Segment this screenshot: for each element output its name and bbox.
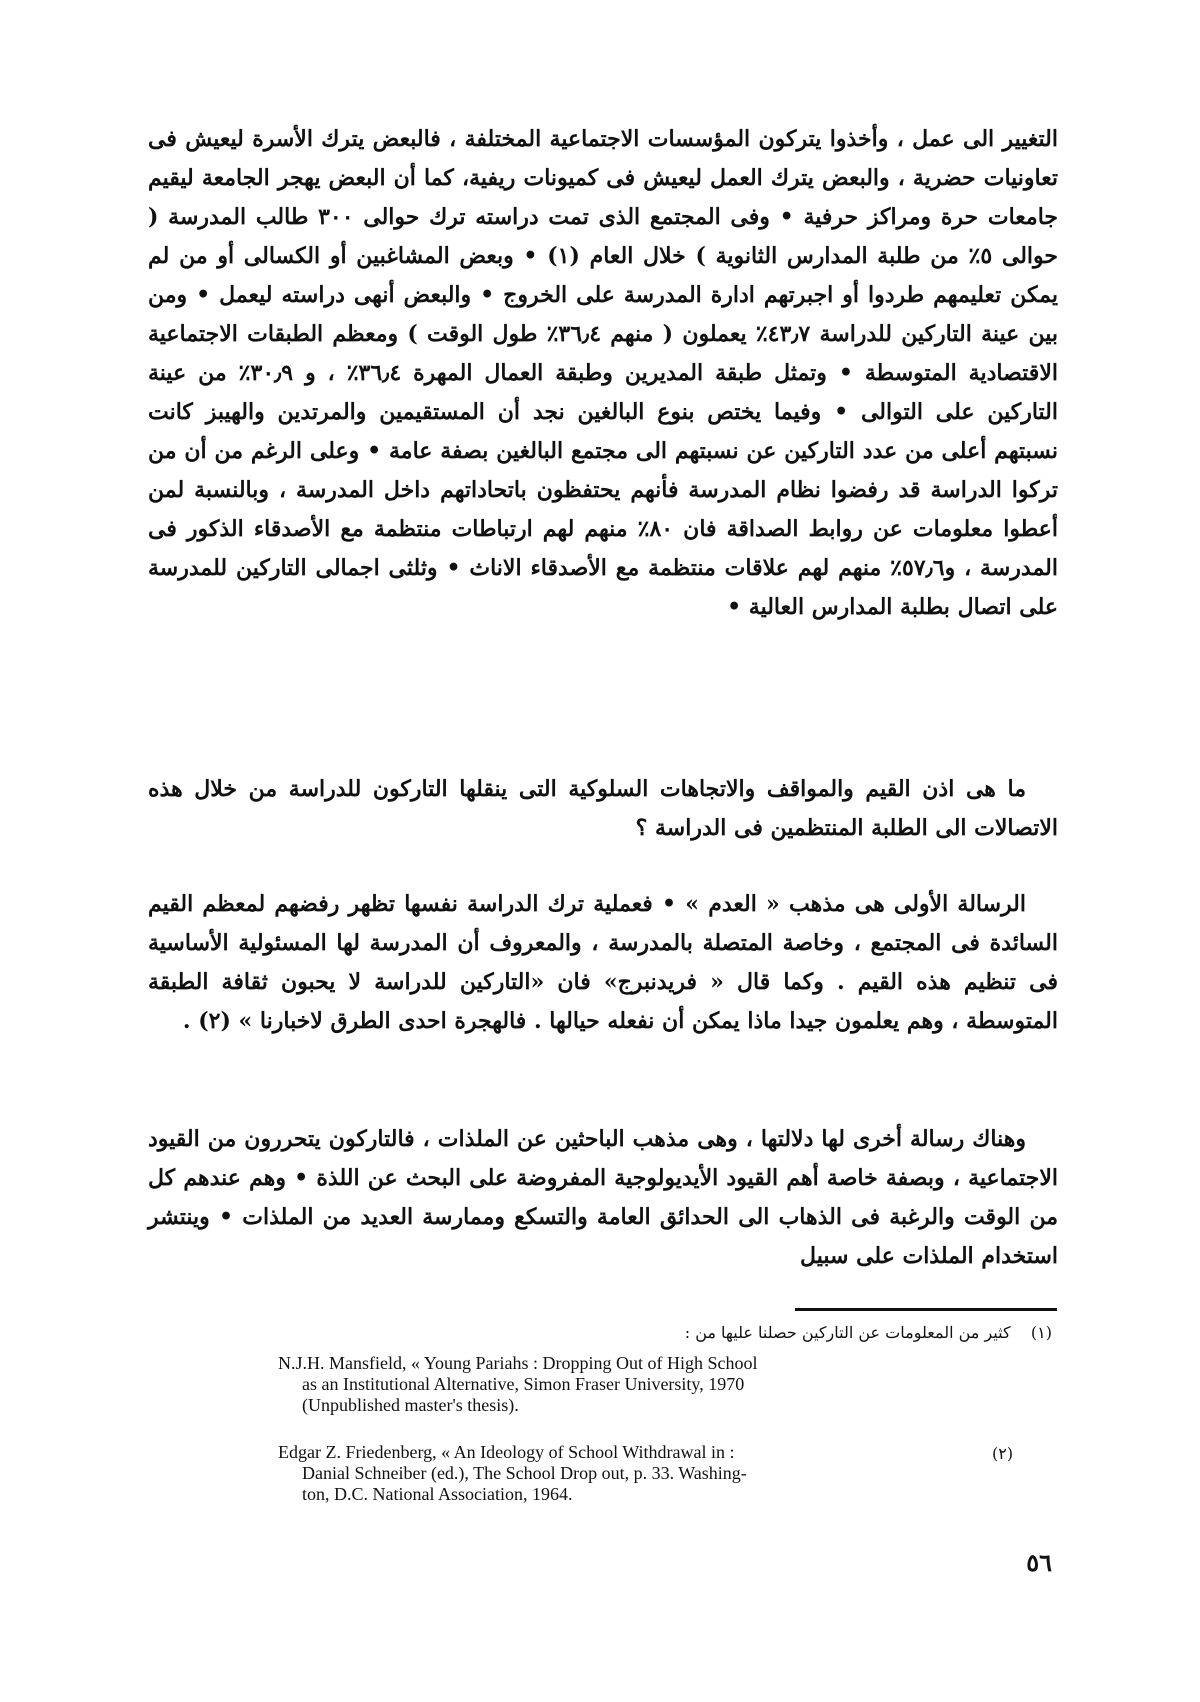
page-number: ٥٦ bbox=[1026, 1548, 1052, 1577]
footnote-divider bbox=[795, 1308, 1057, 1311]
paragraph-3: الرسالة الأولى هى مذهب « العدم » • فعملية ترك الدراسة نفسها تظهر رفضهم لمعظم القيم السائدة فى المجتمع ، وخاصة المتصلة بالمدرسة ، والمعروف أن المدرسة لها المسئولية الأساسية فى تنظيم هذه القيم . وكما قال « فريدنبرج» فان «التاركين للدراسة لا يحبون ثقافة الطبقة المتوسطة ، وهم يعلمون جيدا ماذا يمكن أن نفعله حيالها . فالهجرة احدى الطرق لاخبارنا » (٢) . bbox=[148, 891, 1058, 1034]
footnote-2-line-1: Edgar Z. Friedenberg, « An Ideology of School Withdrawal in : bbox=[278, 1442, 735, 1462]
footnote-1-arabic bbox=[352, 1322, 1052, 1344]
footnote-1-line-2: as an Institutional Alternative, Simon Fraser University, 1970 bbox=[302, 1374, 745, 1394]
footnote-1-line-1: N.J.H. Mansfield, « Young Pariahs : Dropping Out of High School bbox=[278, 1353, 758, 1373]
footnote-1-citation bbox=[278, 1353, 983, 1416]
footnote-1-line-3: (Unpublished master's thesis). bbox=[302, 1395, 519, 1415]
paragraph-1: التغيير الى عمل ، وأخذوا يتركون المؤسسات الاجتماعية المختلفة ، فالبعض يترك الأسرة ليعيش فى تعاونيات حضرية ، والبعض يترك العمل ليعيش فى كميونات ريفية، كما أن البعض يهجر الجامعة ليقيم جامعات حرة ومراكز حرفية • وفى المجتمع الذى تمت دراسته ترك حوالى ٣٠٠ طالب المدرسة ( حوالى ٥٪ من طلبة المدارس الثانوية ) خلال العام (١) • وبعض المشاغبين أو الكسالى أو من لم يمكن تعليمهم طردوا أو اجبرتهم ادارة المدرسة على الخروج • والبعض أنهى دراسته ليعمل • ومن بين عينة التاركين للدراسة ٤٣٫٧٪ يعملون ( منهم ٣٦٫٤٪ طول الوقت ) ومعظم الطبقات الاجتماعية الاقتصادية المتوسطة • وتمثل طبقة المديرين وطبقة العمال المهرة ٣٦٫٤٪ ، و ٣٠٫٩٪ من عينة التاركين على التوالى • وفيما يختص بنوع البالغين نجد أن المستقيمين والمرتدين والهيبز كانت نسبتهم أعلى من عدد التاركين عن نسبتهم الى مجتمع البالغين بصفة عامة • وعلى الرغم من أن من تركوا الدراسة قد رفضوا نظام المدرسة فأنهم يحتفظون باتحاداتهم داخل المدرسة ، وبالنسبة لمن أعطوا معلومات عن روابط الصداقة فان ٨٠٪ منهم لهم ارتباطات منتظمة مع الأصدقاء الذكور فى المدرسة ، و٥٧٫٦٪ منهم لهم علاقات منتظمة مع الأصدقاء الاناث • وثلثى اجمالى التاركين للمدرسة على اتصال بطلبة المدارس العالية • bbox=[148, 126, 1059, 620]
footnote-2-number: (٢) bbox=[992, 1444, 1014, 1463]
footnote-2-line-3: ton, D.C. National Association, 1964. bbox=[302, 1484, 573, 1504]
footnote-2-citation bbox=[278, 1442, 983, 1505]
footnote-2-line-2: Danial Schneiber (ed.), The School Drop out, p. 33. Washing- bbox=[302, 1463, 747, 1483]
footnote-1-number: (١) bbox=[1030, 1323, 1052, 1342]
paragraph-2: ما هى اذن القيم والمواقف والاتجاهات السلوكية التى ينقلها التاركون للدراسة من خلال هذه الاتصالات الى الطلبة المنتظمين فى الدراسة ؟ bbox=[148, 776, 1058, 841]
paragraph-4: وهناك رسالة أخرى لها دلالتها ، وهى مذهب الباحثين عن الملذات ، فالتاركون يتحررون من القيود الاجتماعية ، وبصفة خاصة أهم القيود الأيديولوجية المفروضة على البحث عن اللذة • وهم عندهم كل من الوقت والرغبة فى الذهاب الى الحدائق العامة والتسكع وممارسة العديد من الملذات • وينتشر استخدام الملذات على سبيل bbox=[148, 1126, 1058, 1269]
footnote-1-arabic-text: كثير من المعلومات عن التاركين حصلنا عليها من : bbox=[684, 1323, 1011, 1342]
